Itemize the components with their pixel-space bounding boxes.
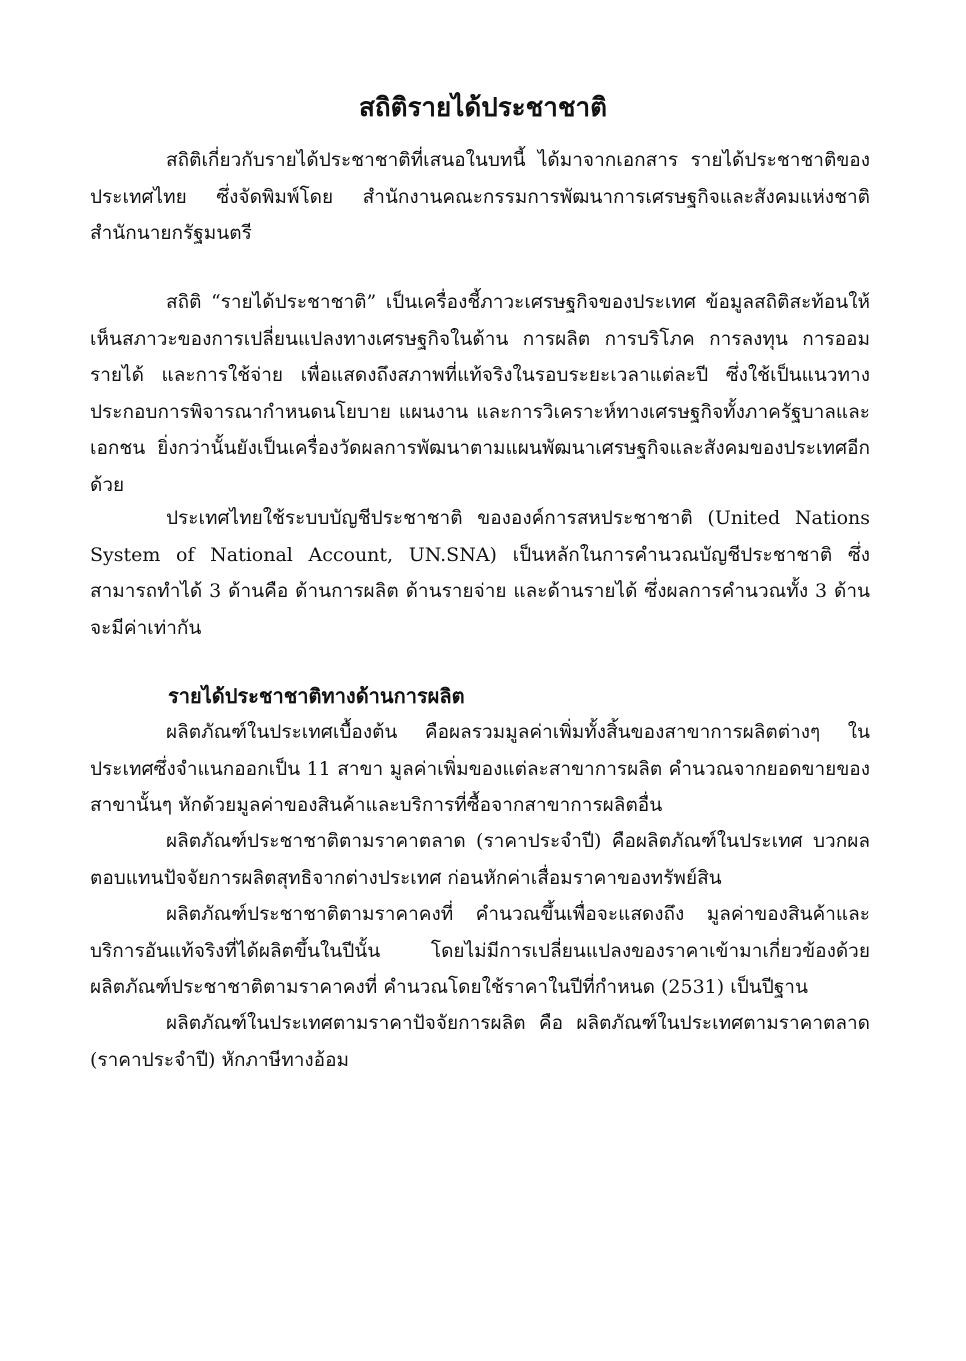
paragraph-gnp-market-price: ผลิตภัณฑ์ประชาชาติตามราคาตลาด (ราคาประจำปี) คือผลิตภัณฑ์ในประเทศ บวกผลตอบแทนปัจจัยการผลิตสุทธิจากต่างประเทศ ก่อนหักค่าเสื่อมราคาของทรัพย์สิน (90, 830, 870, 889)
section-heading-production: รายได้ประชาชาติทางด้านการผลิต (168, 684, 465, 708)
paragraph-gdp-factor-cost: ผลิตภัณฑ์ในประเทศตามราคาปัจจัยการผลิต คือ ผลิตภัณฑ์ในประเทศตามราคาตลาด (ราคาประจำปี) หักภาษีทางอ้อม (90, 1012, 870, 1071)
paragraph-un-sna: ประเทศไทยใช้ระบบบัญชีประชาชาติ ขององค์การสหประชาชาติ (United Nations System of National Account, UN.SNA) เป็นหลักในการคำนวณบัญชีประชาชาติ ซึ่งสามารถทำได้ 3 ด้านคือ ด้านการผลิต ด้านรายจ่าย และด้านรายได้ ซึ่งผลการคำนวณทั้ง 3 ด้าน จะมีค่าเท่ากัน (90, 507, 870, 639)
paragraph-source: สถิติเกี่ยวกับรายได้ประชาชาติที่เสนอในบทนี้ ได้มาจากเอกสาร รายได้ประชาชาติของประเทศไทย ซึ่งจัดพิมพ์โดย สำนักงานคณะกรรมการพัฒนาการเศรษฐกิจและสังคมแห่งชาติ สำนักนายกรัฐมนตรี (90, 149, 870, 244)
paragraph-gnp-constant-price: ผลิตภัณฑ์ประชาชาติตามราคาคงที่ คำนวณขึ้นเพื่อจะแสดงถึง มูลค่าของสินค้าและบริการอันแท้จริงที่ได้ผลิตขึ้นในปีนั้น โดยไม่มีการเปลี่ยนแปลงของราคาเข้ามาเกี่ยวข้องด้วย ผลิตภัณฑ์ประชาชาติตามราคาคงที่ คำนวณโดยใช้ราคาในปีที่กำหนด (2531) เป็นปีฐาน (90, 903, 870, 998)
paragraph-gdp: ผลิตภัณฑ์ในประเทศเบื้องต้น คือผลรวมมูลค่าเพิ่มทั้งสิ้นของสาขาการผลิตต่างๆ ในประเทศซึ่งจำแนกออกเป็น 11 สาขา มูลค่าเพิ่มของแต่ละสาขาการผลิต คำนวณจากยอดขายของสาขานั้นๆ หักด้วยมูลค่าของสินค้าและบริการที่ซื้อจากสาขาการผลิตอื่น (90, 721, 870, 816)
paragraph-national-income-indicator: สถิติ “รายได้ประชาชาติ” เป็นเครื่องชี้ภาวะเศรษฐกิจของประเทศ ข้อมูลสถิติสะท้อนให้เห็นสภาวะของการเปลี่ยนแปลงทางเศรษฐกิจในด้าน การผลิต การบริโภค การลงทุน การออม รายได้ และการใช้จ่าย เพื่อแสดงถึงสภาพที่แท้จริงในรอบระยะเวลาแต่ละปี ซึ่งใช้เป็นแนวทางประกอบการพิจารณากำหนดนโยบาย แผนงาน และการวิเคราะห์ทางเศรษฐกิจทั้งภาครัฐบาลและเอกชน ยิ่งกว่านั้นยังเป็นเครื่องวัดผลการพัฒนาตามแผนพัฒนาเศรษฐกิจและสังคมของประเทศอีกด้วย (90, 291, 870, 496)
page-title: สถิติรายได้ประชาชาติ (358, 93, 608, 124)
